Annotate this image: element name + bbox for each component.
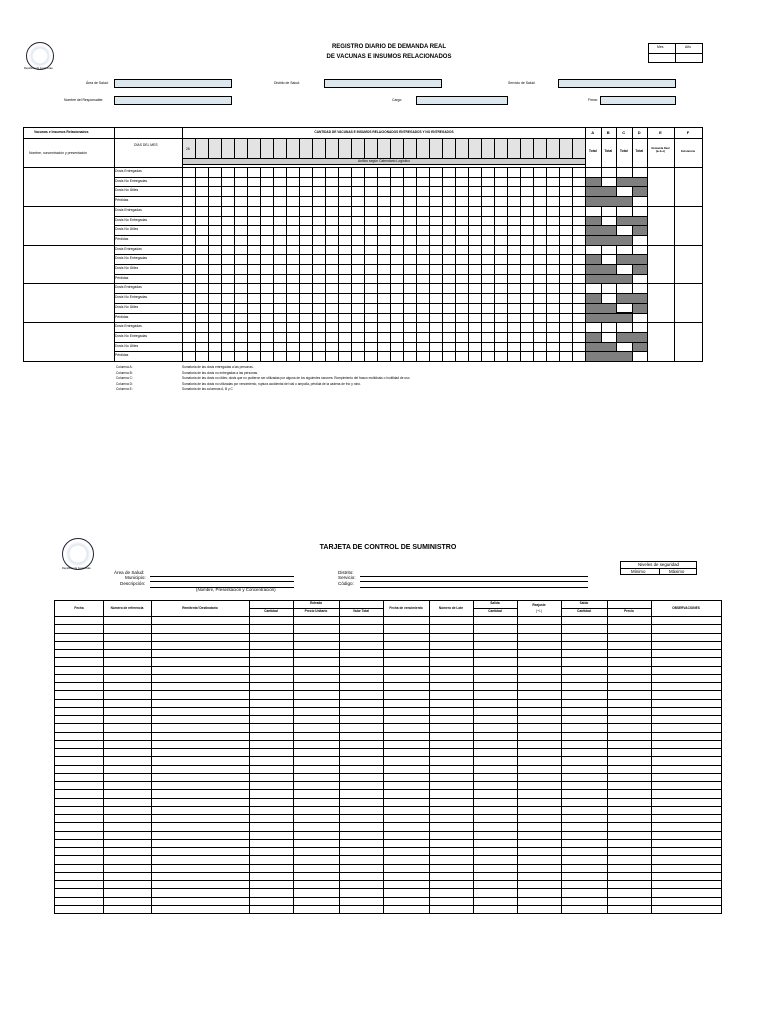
remitente-header: Remitente/ Destinatario [182, 606, 218, 610]
note-column: Columna C: [116, 376, 133, 381]
row-label: Dosis No Entregadas [115, 256, 148, 261]
saldo-cantidad-header: Cantidad [577, 609, 591, 613]
total-label: Total [635, 149, 644, 153]
note-column: Columna D: [116, 381, 133, 386]
note-text: Sumatoria de las dosis no utilizadas por vencimiento, ruptura accidental del vial o ampolla, pérdida de la cadena de frío y robo. [182, 381, 361, 386]
descripcion-label: Descripción: [120, 581, 146, 586]
note-column: Columna E: [116, 387, 133, 392]
numero-lote-header: Número de Lote [438, 606, 464, 610]
seal-label: República de Guatemala [24, 67, 53, 70]
nombre-header: Nombre, concentración y presentación [29, 151, 88, 155]
municipio-label: Municipio: [125, 575, 146, 580]
fecha-header: Fecha [74, 606, 84, 610]
entrada-header: Entrada [310, 601, 322, 605]
row-label: Dosis No Entregadas [115, 333, 148, 338]
note-column: Columna A: [116, 365, 133, 369]
row-label: Pérdidas [115, 198, 129, 203]
valor-total-header: Valor Total [352, 609, 370, 613]
row-label: Dosis Entregadas [115, 169, 142, 173]
entrada-cantidad-header: Cantidad [264, 609, 278, 613]
form1-title-line1: REGISTRO DIARIO DE DEMANDA REAL [331, 44, 447, 50]
distrito-label: Distrito: [338, 570, 354, 575]
salida-header: Salida [490, 601, 500, 605]
area-salud-field[interactable] [114, 79, 232, 88]
distrito-label: Distrito de Salud: [274, 81, 300, 85]
col-letter-d: D [637, 130, 641, 135]
col-letter-c: C [622, 130, 626, 135]
row-label: Pérdidas [115, 314, 129, 319]
municipio-line[interactable] [150, 581, 294, 582]
saldo-header: Saldo [579, 601, 589, 605]
distrito-field[interactable] [324, 79, 442, 88]
servicio-field[interactable] [558, 79, 676, 88]
day-marker: 26 [186, 147, 190, 151]
anio-input[interactable] [677, 54, 701, 61]
saldo-precio-header: Precio [624, 609, 634, 613]
form1-title-line2: DE VACUNAS E INSUMOS RELACIONADOS [326, 54, 452, 60]
cantidad-header: CANTIDAD DE VACUNAS E INSUMOS RELACIONADOS ENTREGADOS Y NO ENTREGADOS [314, 130, 454, 134]
descripcion-hint: (Nombre, Presentación y Concentración) [196, 587, 276, 592]
row-label: Dosis No Útiles [115, 266, 139, 270]
servicio-line[interactable] [360, 581, 588, 582]
existencia-label: Existencia [681, 149, 695, 153]
precio-unitario-header: Precio Unitario [304, 609, 328, 613]
responsable-label: Nombre del Responsable: [64, 98, 104, 102]
anio-label: Año [685, 45, 692, 49]
col-letter-b: B [606, 130, 610, 135]
seal-label: República de Guatemala [62, 567, 91, 570]
codigo-label: Código: [338, 581, 354, 586]
row-label: Dosis No Útiles [115, 304, 139, 309]
row-label: Pérdidas [115, 353, 129, 358]
servicio-label: Servicio: [338, 575, 356, 580]
responsable-field[interactable] [114, 96, 232, 105]
row-label: Dosis No Entregadas [115, 295, 148, 300]
fecha-venc-header: Fecha de vencimiento [389, 606, 423, 610]
row-label: Dosis No Entregadas [115, 178, 148, 183]
maximo-label: Máximo [669, 569, 685, 574]
row-label: Pérdidas [115, 275, 129, 280]
col-letter-e: E [659, 130, 662, 135]
total-label: Total [619, 149, 628, 153]
area-line[interactable] [150, 576, 294, 577]
row-label: Dosis Entregadas [115, 207, 142, 212]
servicio-label: Servicio de Salud: [508, 81, 536, 85]
row-label: Dosis Entregadas [115, 285, 142, 290]
firma-field[interactable] [600, 96, 676, 105]
demanda-label: Demanda Real (a+b+c) [651, 147, 670, 153]
niveles-label: Niveles de seguridad [637, 562, 679, 567]
anillos-label: Anillos según Calendario Logístico [357, 159, 411, 163]
note-text: Sumatoria de las columnas A, B y C [182, 387, 233, 392]
row-label: Dosis No Útiles [115, 188, 139, 193]
codigo-line[interactable] [360, 587, 588, 588]
area-salud-label: Área de Salud: [86, 81, 109, 85]
row-label: Dosis No Entregadas [115, 217, 148, 222]
note-text: Sumatoria de las dosis no entregadas a las personas. [182, 370, 259, 375]
reajuste-sign: (+/-) [536, 609, 542, 613]
row-label: Dosis No Útiles [115, 343, 139, 348]
cargo-label: Cargo: [392, 98, 403, 102]
note-text: Sumatoria de las dosis entregadas a las personas. [182, 365, 254, 369]
supply-table [54, 600, 722, 914]
total-label: Total [604, 149, 613, 153]
reajuste-header: Reajuste [532, 603, 546, 607]
area-label: Área de Salud: [114, 570, 145, 575]
cargo-field[interactable] [416, 96, 508, 105]
salida-cantidad-header: Cantidad [488, 609, 502, 613]
demand-table [23, 127, 703, 362]
month-year-box [648, 43, 703, 63]
form2-title: TARJETA DE CONTROL DE SUMINISTRO [319, 544, 457, 551]
total-label: Total [588, 149, 597, 153]
distrito-line[interactable] [360, 576, 588, 577]
col-letter-f: F [686, 130, 690, 135]
row-label: Dosis Entregadas [115, 324, 142, 329]
firma-label: Firma: [588, 98, 598, 102]
note-column: Columna B: [116, 370, 133, 375]
ministry-seal-icon [62, 538, 94, 570]
minimo-label: Mínimo [631, 569, 646, 574]
row-label: Dosis No Útiles [115, 227, 139, 232]
row-label: Dosis Entregadas [115, 246, 142, 251]
numero-ref-header: Número de referencia [110, 606, 144, 610]
niveles-box [620, 561, 697, 575]
observaciones-header: OBSERVACIONES [672, 606, 700, 610]
dias-label: DÍAS DEL MES [134, 143, 158, 147]
mes-label: Mes [657, 45, 664, 49]
row-label: Pérdidas [115, 236, 129, 241]
vacunas-header: Vacunas e Insumos Relacionados [34, 130, 89, 134]
mes-input[interactable] [650, 54, 674, 61]
col-letter-a: A [591, 130, 595, 135]
note-text: Sumatoria de las dosis no útiles: dosis que no pudieron ser utilizadas por alguna de los siguientes razones: Rompimiento del frasco multidosis o Inutilidad de uso [182, 376, 410, 381]
